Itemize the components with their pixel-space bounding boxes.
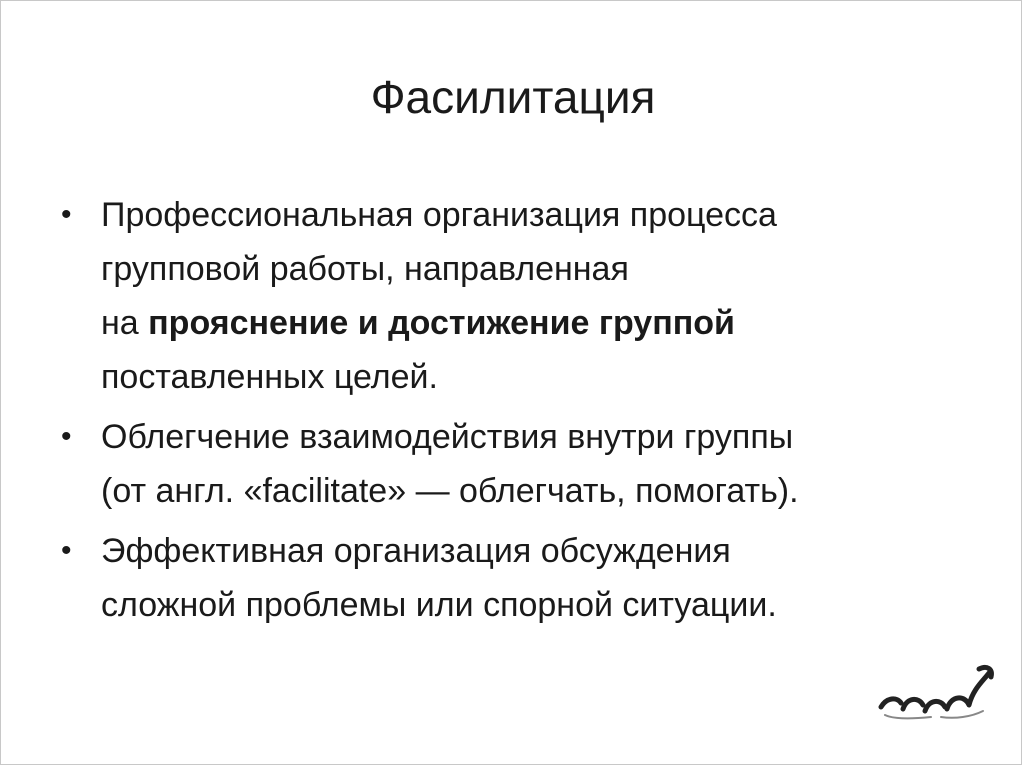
- bullet-line: Профессиональная организация процесса: [101, 196, 777, 234]
- bullet-item-1: [55, 188, 985, 404]
- bullet-text: [101, 410, 985, 518]
- bullet-dot-icon: •: [61, 198, 72, 231]
- bullet-text: [101, 188, 985, 404]
- bullet-line: Облегчение взаимодействия внутри группы: [101, 418, 794, 456]
- bullet-list: [55, 188, 985, 638]
- bullet-line: сложной проблемы или спорной ситуации.: [101, 586, 777, 624]
- bullet-line: [101, 296, 985, 350]
- bullet-item-2: [55, 410, 985, 518]
- bullet-item-3: [55, 524, 985, 632]
- bullet-line: поставленных целей.: [101, 358, 438, 396]
- bullet-line-prefix: на: [101, 304, 149, 342]
- bullet-line: групповой работы, направленная: [101, 250, 629, 288]
- bullet-dot-icon: •: [61, 420, 72, 453]
- bullet-line: (от англ. «facilitate» — облегчать, помогать).: [101, 472, 799, 510]
- bullet-dot-icon: •: [61, 534, 72, 567]
- bullet-text: [101, 524, 985, 632]
- slide-title: Фасилитация: [370, 71, 656, 123]
- watermark-logo-icon: [871, 659, 1001, 729]
- bullet-line-bold: прояснение и достижение группой: [148, 304, 735, 342]
- bullet-line: Эффективная организация обсуждения: [101, 532, 731, 570]
